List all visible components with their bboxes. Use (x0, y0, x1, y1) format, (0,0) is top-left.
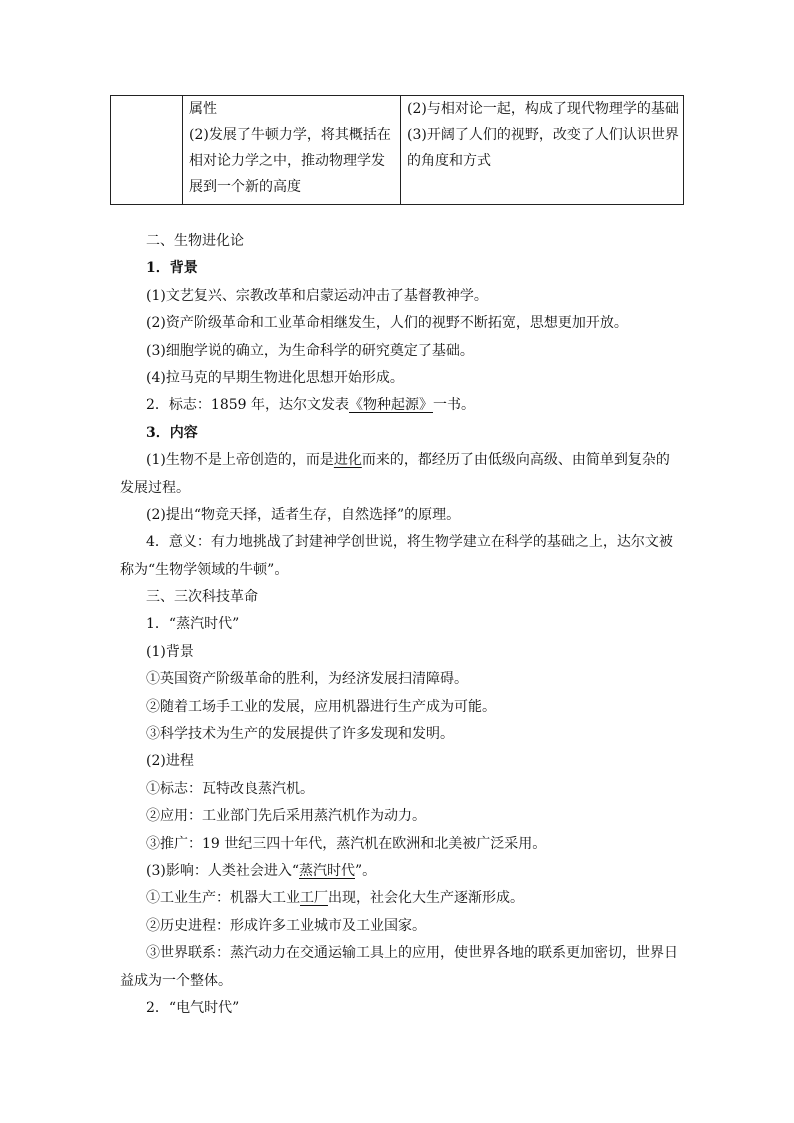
paragraph: (1)文艺复兴、宗教改革和启蒙运动冲击了基督教神学。 (146, 287, 488, 304)
paragraph: ①标志：瓦特改良蒸汽机。 (146, 780, 314, 797)
paragraph-continuation: 称为“生物学领域的牛顿”。 (120, 561, 289, 578)
paragraph: ①英国资产阶级革命的胜利，为经济发展扫清障碍。 (146, 671, 468, 688)
text-span: 而来的，都经历了由低级向高级、由简单到复杂的 (361, 452, 670, 469)
text-span: 出现，社会化大生产逐渐形成。 (328, 890, 524, 907)
paragraph: (2)提出“物竞天择，适者生存，自然选择”的原理。 (146, 506, 461, 523)
table-text-line: (2)与相对论一起，构成了现代物理学的基础 (407, 101, 679, 117)
underlined-term: 进化 (333, 452, 362, 469)
paragraph: (3)细胞学说的确立，为生命科学的研究奠定了基础。 (146, 342, 474, 359)
table-cell-left (183, 96, 401, 204)
table-cell-right (401, 96, 683, 204)
section-heading: 二、生物进化论 (146, 233, 244, 249)
table-empty-cell (111, 96, 183, 204)
paragraph: ②应用：工业部门先后采用蒸汽机作为动力。 (146, 808, 426, 825)
paragraph: ③世界联系：蒸汽动力在交通运输工具上的应用，使世界各地的联系更加密切，世界日 (146, 945, 678, 962)
paragraph: 4．意义：有力地挑战了封建神学创世说，将生物学建立在科学的基础之上，达尔文被 (146, 534, 673, 551)
paragraph (120, 447, 680, 474)
sub-sub-heading: (2)进程 (146, 753, 194, 770)
table-text-line: (3)开阔了人们的视野，改变了人们认识世界 (407, 127, 679, 143)
paragraph: ③推广：19 世纪三四十年代，蒸汽机在欧洲和北美被广泛采用。 (146, 835, 547, 852)
section-heading: 三、三次科技革命 (146, 589, 258, 606)
text-span: (3)影响：人类社会进入“ (146, 862, 299, 879)
sub-heading: 1．背景 (146, 260, 198, 277)
paragraph: (2)资产阶级革命和工业革命相继发生，人们的视野不断拓宽，思想更加开放。 (146, 315, 628, 332)
comparison-table-fragment (110, 95, 684, 205)
text-span: ”。 (355, 862, 377, 879)
sub-sub-heading: (1)背景 (146, 643, 194, 660)
paragraph-continuation: 发展过程。 (120, 479, 190, 496)
paragraph (120, 885, 680, 912)
paragraph (120, 392, 680, 419)
paragraph (120, 858, 680, 885)
sub-heading: 3．内容 (146, 424, 198, 441)
paragraph: ②随着工场手工业的发展，应用机器进行生产成为可能。 (146, 698, 496, 715)
sub-heading: 2．“电气时代” (146, 999, 240, 1016)
table-text-line: (2)发展了牛顿力学，将其概括在 (189, 127, 391, 143)
paragraph: ③科学技术为生产的发展提供了许多发现和发明。 (146, 726, 454, 743)
paragraph: (4)拉马克的早期生物进化思想开始形成。 (146, 369, 404, 386)
table-text-line: 属性 (189, 101, 217, 117)
paragraph-continuation: 益成为一个整体。 (120, 972, 232, 989)
paragraph: ②历史进程：形成许多工业城市及工业国家。 (146, 917, 426, 934)
underlined-term: 工厂 (300, 890, 328, 907)
text-span: 一书。 (433, 397, 475, 414)
table-text-line: 相对论力学之中，推动物理学发 (189, 153, 385, 169)
sub-heading: 1．“蒸汽时代” (146, 616, 240, 633)
text-span: (1)生物不是上帝创造的，而是 (146, 452, 334, 469)
underlined-book-title: 《物种起源》 (349, 397, 433, 414)
underlined-term: 蒸汽时代 (299, 862, 355, 879)
table-text-line: 展到一个新的高度 (189, 179, 301, 195)
body-text (120, 228, 680, 1022)
table-text-line: 的角度和方式 (407, 153, 491, 169)
text-span: 2．标志：1859 年，达尔文发表 (146, 397, 349, 414)
text-span: ①工业生产：机器大工业 (146, 890, 300, 907)
